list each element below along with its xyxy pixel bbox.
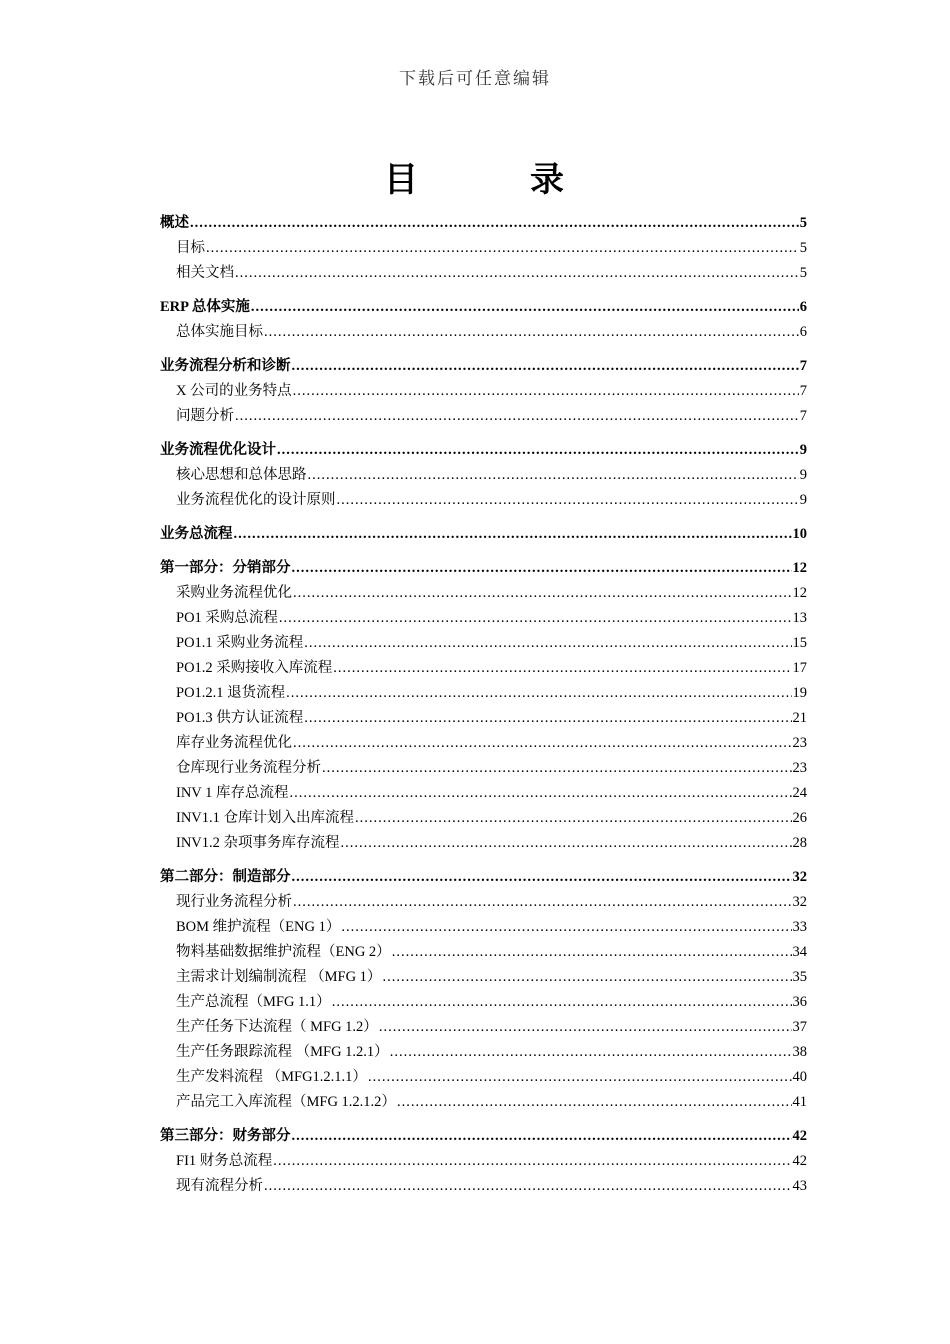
toc-entry-title: 产品完工入库流程（MFG 1.2.1.2） (176, 1094, 396, 1110)
dot-leader (264, 320, 799, 345)
toc-entry-page-number: 12 (792, 585, 807, 601)
toc-entry-title: 总体实施目标 (176, 324, 263, 340)
dot-leader (397, 1090, 792, 1115)
toc-entry[interactable] (160, 631, 807, 656)
toc-entry[interactable] (160, 781, 807, 806)
dot-leader (355, 806, 791, 831)
toc-heading-page-number: 9 (799, 442, 807, 458)
toc-entry[interactable] (160, 656, 807, 681)
toc-heading[interactable] (160, 865, 807, 890)
toc-entry-page-number: 17 (792, 660, 807, 676)
toc-entry-title: INV 1 库存总流程 (176, 785, 289, 801)
toc-entry[interactable] (160, 379, 807, 404)
toc-heading-page-number: 7 (799, 358, 807, 374)
toc-entry-page-number: 5 (799, 240, 807, 256)
toc-entry-page-number: 40 (792, 1069, 807, 1085)
toc-heading[interactable] (160, 354, 807, 379)
dot-leader (322, 756, 792, 781)
toc-heading-title: 业务总流程 (160, 526, 233, 542)
toc-heading-title: 业务流程优化设计 (160, 442, 276, 458)
dot-leader (235, 261, 799, 286)
toc-entry-page-number: 42 (792, 1153, 807, 1169)
toc-entry[interactable] (160, 756, 807, 781)
toc-entry-page-number: 35 (792, 969, 807, 985)
toc-entry-title: 目标 (176, 240, 205, 256)
toc-entry-title: 生产发料流程 （MFG1.2.1.1） (176, 1069, 367, 1085)
toc-entry[interactable] (160, 706, 807, 731)
toc-entry-page-number: 36 (792, 994, 807, 1010)
table-of-contents (160, 211, 807, 1208)
toc-entry-page-number: 9 (799, 467, 807, 483)
toc-heading-title: 第三部分：财务部分 (160, 1128, 291, 1144)
toc-heading[interactable] (160, 1124, 807, 1149)
dot-leader (292, 354, 799, 379)
toc-entry-title: 主需求计划编制流程 （MFG 1） (176, 969, 382, 985)
toc-heading[interactable] (160, 556, 807, 581)
dot-leader (286, 681, 791, 706)
dot-leader (292, 865, 792, 890)
dot-leader (293, 581, 792, 606)
toc-entry-page-number: 37 (792, 1019, 807, 1035)
toc-entry-page-number: 24 (792, 785, 807, 801)
toc-entry-title: INV1.2 杂项事务库存流程 (176, 835, 340, 851)
toc-section (160, 211, 807, 286)
toc-entry[interactable] (160, 1065, 807, 1090)
toc-entry[interactable] (160, 404, 807, 429)
dot-leader (304, 706, 791, 731)
dot-leader (234, 522, 792, 547)
toc-entry-title: 相关文档 (176, 265, 234, 281)
toc-entry[interactable] (160, 236, 807, 261)
dot-leader (251, 295, 799, 320)
toc-heading-title: 第二部分：制造部分 (160, 869, 291, 885)
toc-entry-title: FI1 财务总流程 (176, 1153, 273, 1169)
toc-entry-page-number: 23 (792, 760, 807, 776)
dot-leader (293, 890, 792, 915)
toc-entry[interactable] (160, 990, 807, 1015)
toc-heading-page-number: 5 (799, 215, 807, 231)
toc-heading-page-number: 10 (792, 526, 807, 542)
toc-entry-title: 现行业务流程分析 (176, 894, 292, 910)
dot-leader (264, 1174, 792, 1199)
toc-entry-page-number: 23 (792, 735, 807, 751)
dot-leader (308, 463, 799, 488)
toc-entry-page-number: 19 (792, 685, 807, 701)
toc-heading-title: 概述 (160, 215, 189, 231)
toc-entry-title: PO1.1 采购业务流程 (176, 635, 304, 651)
toc-entry[interactable] (160, 806, 807, 831)
toc-entry-page-number: 9 (799, 492, 807, 508)
toc-entry[interactable] (160, 606, 807, 631)
toc-entry-title: PO1.3 供方认证流程 (176, 710, 304, 726)
toc-entry-title: 采购业务流程优化 (176, 585, 292, 601)
dot-leader (235, 404, 799, 429)
toc-entry-title: PO1.2.1 退货流程 (176, 685, 286, 701)
dot-leader (333, 656, 791, 681)
toc-heading-page-number: 6 (799, 299, 807, 315)
toc-entry-page-number: 43 (792, 1178, 807, 1194)
toc-entry-title: 仓库现行业务流程分析 (176, 760, 321, 776)
toc-section (160, 865, 807, 1115)
toc-entry-page-number: 34 (792, 944, 807, 960)
toc-entry[interactable] (160, 681, 807, 706)
dot-leader (390, 1040, 792, 1065)
toc-entry-page-number: 6 (799, 324, 807, 340)
toc-entry-title: BOM 维护流程（ENG 1） (176, 919, 341, 935)
dot-leader (341, 831, 792, 856)
toc-entry-page-number: 26 (792, 810, 807, 826)
toc-entry-title: PO1.2 采购接收入库流程 (176, 660, 333, 676)
toc-entry[interactable] (160, 940, 807, 965)
toc-title-char-1: 目 (384, 162, 420, 199)
toc-heading-title: 第一部分：分销部分 (160, 560, 291, 576)
toc-entry[interactable] (160, 831, 807, 856)
toc-entry-page-number: 32 (792, 894, 807, 910)
toc-entry[interactable] (160, 1015, 807, 1040)
toc-entry-page-number: 7 (799, 408, 807, 424)
toc-entry[interactable] (160, 1149, 807, 1174)
toc-entry-page-number: 41 (792, 1094, 807, 1110)
toc-title-char-2: 录 (530, 162, 566, 199)
toc-heading[interactable] (160, 211, 807, 236)
toc-entry[interactable] (160, 1040, 807, 1065)
toc-section (160, 438, 807, 513)
dot-leader (332, 990, 792, 1015)
dot-leader (206, 236, 799, 261)
toc-entry[interactable] (160, 1090, 807, 1115)
dot-leader (368, 1065, 792, 1090)
dot-leader (341, 915, 791, 940)
toc-entry-page-number: 21 (792, 710, 807, 726)
toc-section (160, 295, 807, 345)
toc-heading[interactable] (160, 522, 807, 547)
toc-entry-title: 生产任务下达流程（ MFG 1.2） (176, 1019, 378, 1035)
toc-heading-title: ERP 总体实施 (160, 299, 250, 315)
toc-entry[interactable] (160, 320, 807, 345)
toc-entry[interactable] (160, 261, 807, 286)
toc-title (0, 152, 950, 201)
toc-entry[interactable] (160, 1174, 807, 1199)
toc-entry-page-number: 38 (792, 1044, 807, 1060)
toc-entry[interactable] (160, 890, 807, 915)
toc-entry-title: 库存业务流程优化 (176, 735, 292, 751)
dot-leader (293, 731, 792, 756)
dot-leader (382, 965, 791, 990)
toc-entry-title: 现有流程分析 (176, 1178, 263, 1194)
toc-heading-page-number: 12 (792, 560, 807, 576)
dot-leader (273, 1149, 791, 1174)
toc-entry-title: INV1.1 仓库计划入出库流程 (176, 810, 355, 826)
toc-entry-title: X 公司的业务特点 (176, 383, 292, 399)
toc-section (160, 522, 807, 547)
dot-leader (379, 1015, 792, 1040)
toc-entry-page-number: 15 (792, 635, 807, 651)
page-header: 下载后可任意编辑 (399, 69, 551, 88)
dot-leader (292, 556, 792, 581)
toc-entry-title: PO1 采购总流程 (176, 610, 278, 626)
toc-entry[interactable] (160, 731, 807, 756)
toc-entry[interactable] (160, 915, 807, 940)
dot-leader (277, 438, 799, 463)
toc-entry-title: 核心思想和总体思路 (176, 467, 307, 483)
toc-entry-title: 物料基础数据维护流程（ENG 2） (176, 944, 391, 960)
toc-heading[interactable] (160, 438, 807, 463)
toc-entry-title: 生产任务跟踪流程 （MFG 1.2.1） (176, 1044, 389, 1060)
toc-entry[interactable] (160, 581, 807, 606)
toc-entry[interactable] (160, 463, 807, 488)
toc-entry-page-number: 7 (799, 383, 807, 399)
toc-entry-page-number: 5 (799, 265, 807, 281)
dot-leader (392, 940, 792, 965)
dot-leader (292, 1124, 792, 1149)
dot-leader (304, 631, 791, 656)
dot-leader (290, 781, 792, 806)
toc-entry-page-number: 28 (792, 835, 807, 851)
toc-heading-page-number: 32 (792, 869, 807, 885)
toc-entry-title: 业务流程优化的设计原则 (176, 492, 336, 508)
dot-leader (279, 606, 792, 631)
toc-section (160, 1124, 807, 1199)
toc-entry[interactable] (160, 488, 807, 513)
toc-heading-title: 业务流程分析和诊断 (160, 358, 291, 374)
toc-entry-page-number: 33 (792, 919, 807, 935)
dot-leader (337, 488, 799, 513)
toc-entry[interactable] (160, 965, 807, 990)
toc-section (160, 556, 807, 856)
toc-entry-page-number: 13 (792, 610, 807, 626)
toc-entry-title: 生产总流程（MFG 1.1） (176, 994, 331, 1010)
toc-entry-title: 问题分析 (176, 408, 234, 424)
toc-heading-page-number: 42 (792, 1128, 807, 1144)
toc-heading[interactable] (160, 295, 807, 320)
dot-leader (293, 379, 799, 404)
dot-leader (190, 211, 799, 236)
toc-section (160, 354, 807, 429)
